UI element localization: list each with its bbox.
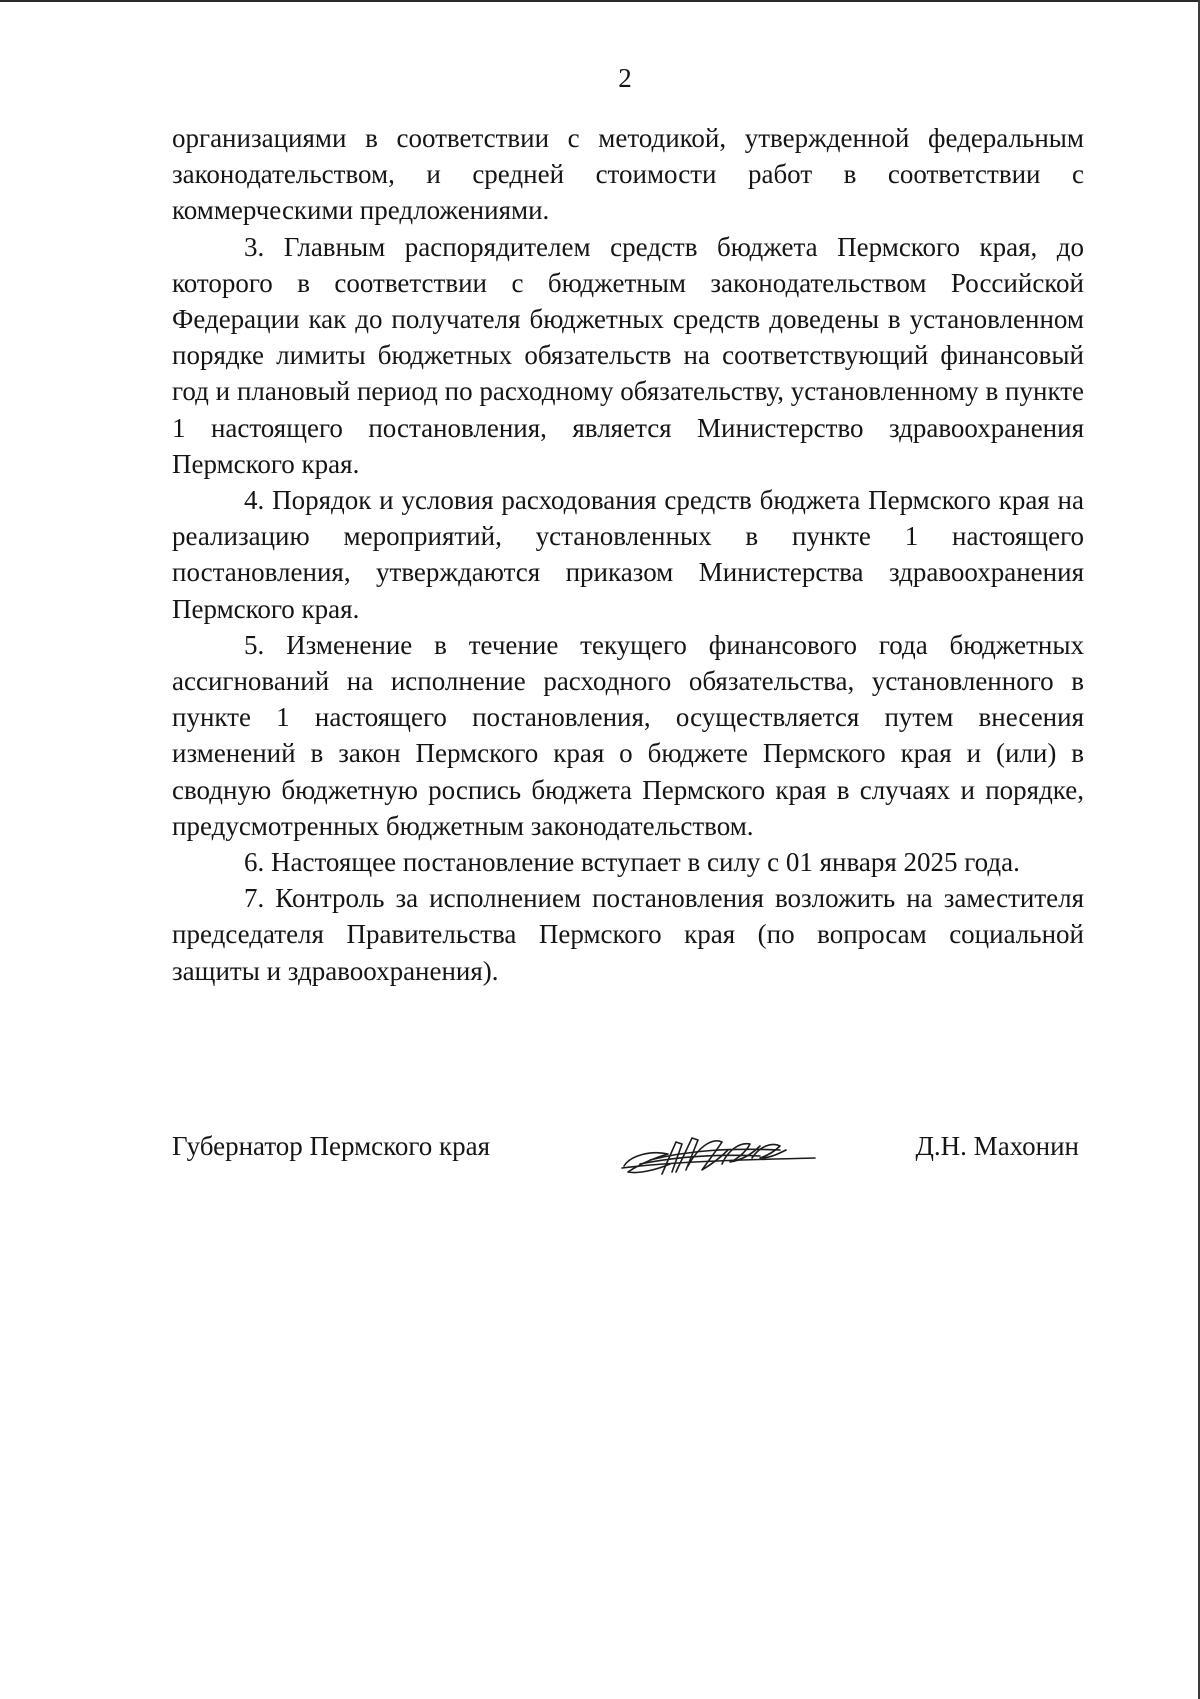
paragraph-item-4: 4. Порядок и условия расходования средств бюджета Пермского края на реализацию мероприятий, установленных в пункте 1 настоящего постановления, утверждаются приказом Министерства здравоохранения Пермского края. (172, 485, 1084, 624)
paragraph-item-5: 5. Изменение в течение текущего финансового года бюджетных ассигнований на исполнение расходного обязательства, установленного в пункте 1 настоящего постановления, осуществляется путем внесения изменений в закон Пермского края о бюджете Пермского края и (или) в сводную бюджетную роспись бюджета Пермского края в случаях и порядке, предусмотренных бюджетным законодательством. (172, 629, 1084, 841)
signature-block (172, 1126, 1084, 1186)
document-body (172, 120, 1084, 989)
scan-edge-top (0, 0, 1200, 2)
paragraph-item-3: 3. Главным распорядителем средств бюджета Пермского края, до которого в соответствии с бюджетным законодательством Российской Федерации как до получателя бюджетных средств доведены в установленном порядке лимиты бюджетных обязательств на соответствующий финансовый год и плановый период по расходному обязательству, установленному в пункте 1 настоящего постановления, является Министерство здравоохранения Пермского края. (172, 231, 1084, 479)
signatory-name: Д.Н. Махонин (915, 1131, 1079, 1161)
page-number: 2 (618, 63, 632, 93)
paragraph-item-7: 7. Контроль за исполнением постановления возложить на заместителя председателя Правительства Пермского края (по вопросам социальной защиты и здравоохранения). (172, 883, 1084, 986)
paragraph-item-6: 6. Настоящее постановление вступает в силу с 01 января 2025 года. (244, 847, 1020, 878)
paragraph-continuation: организациями в соответствии с методикой, утвержденной федеральным законодательством, и средней стоимости работ в соответствии с коммерческими предложениями. (172, 123, 1084, 226)
handwritten-signature (610, 1120, 820, 1182)
signatory-title: Губернатор Пермского края (172, 1131, 491, 1161)
